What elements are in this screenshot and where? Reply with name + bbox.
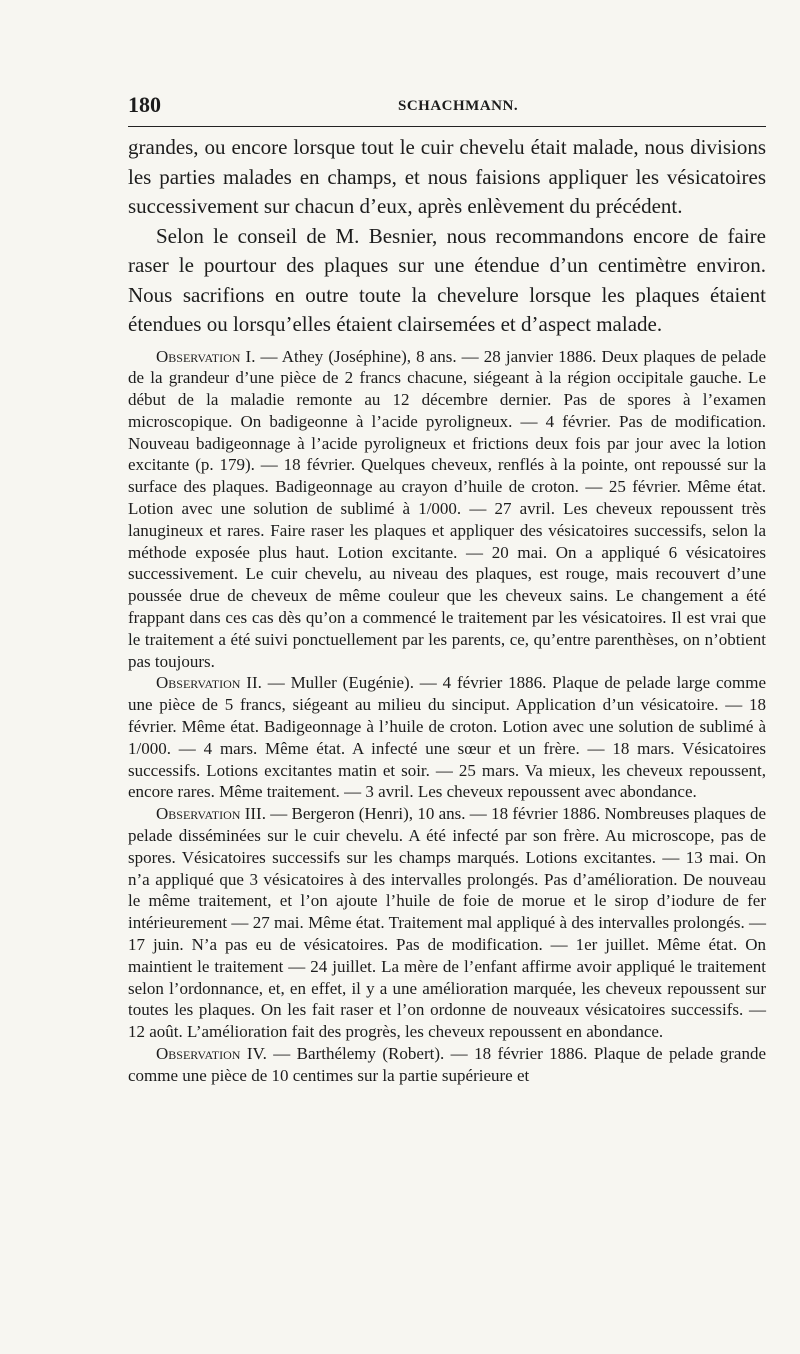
observation-1 xyxy=(128,346,766,673)
intro-text xyxy=(128,133,766,340)
observation-label: Observation I. xyxy=(156,346,256,366)
intro-paragraph-1: grandes, ou encore lorsque tout le cuir chevelu était malade, nous divisions les parties malades en champs, et nous faisions appliquer les vésicatoires successivement sur chacun d’eux, après enlèvement du précédent. xyxy=(128,135,766,218)
book-page xyxy=(128,92,766,1087)
observation-3 xyxy=(128,803,766,1043)
page-number: 180 xyxy=(128,92,161,117)
observation-label: Observation III. xyxy=(156,804,266,824)
observation-text: — Barthélemy (Robert). — 18 février 1886. Plaque de pelade grande comme une pièce de 10 centimes sur la partie supérieure et xyxy=(128,1044,767,1085)
observation-label: Observation II. xyxy=(156,673,262,693)
observation-text: — Bergeron (Henri), 10 ans. — 18 février 1886. Nombreuses plaques de pelade disséminées sur le cuir chevelu. A été infecté par son frère. Au microscope, pas de spores. Vésicatoires successifs sur les champs marqués. Lotions excitantes. — 13 mai. On n’a appliqué que 3 vésicatoires à des intervalles prolongés. Pas d’amélioration. De nouveau le même traitement, et l’on ajoute l’huile de foie de morue et le sirop d’iodure de fer intérieurement — 27 mai. Même état. Traitement mal appliqué à des intervalles prolongés. — 17 juin. N’a pas eu de vésicatoires. Pas de modification. — 1er juillet. Même état. On maintient le traitement — 24 juillet. La mère de l’enfant affirme avoir appliqué le traitement selon l’ordonnance, et, en effet, il y a une amélioration marquée, les cheveux repoussent sur toutes les plaques. On les fait raser et l’on ordonne de nouveaux vésicatoires successifs. — 12 août. L’amélioration fait des progrès, les cheveux repoussent en abondance. xyxy=(128,804,766,1042)
observation-label: Observation IV. xyxy=(156,1044,267,1063)
page-header xyxy=(128,92,766,127)
observation-text: — Muller (Eugénie). — 4 février 1886. Plaque de pelade large comme une pièce de 5 francs, siégeant au milieu du sinciput. Application d’un vésicatoire. — 18 février. Même état. Badigeonnage à l’huile de croton. Lotion avec une solution de sublimé à 1/000. — 4 mars. Même état. A infecté une sœur et un frère. — 18 mars. Vésicatoires successifs. Lotions excitantes matin et soir. — 25 mars. Va mieux, les cheveux repoussent, encore rares. Même traitement. — 3 avril. Les cheveux repoussent avec abondance. xyxy=(128,673,767,802)
observations-section xyxy=(128,346,766,1087)
observation-4 xyxy=(128,1043,766,1087)
intro-paragraph-2: Selon le conseil de M. Besnier, nous recommandons encore de faire raser le pourtour des plaques sur une étendue d’un centimètre environ. Nous sacrifions en outre toute la chevelure lorsque les plaques étaient étendues ou lorsqu’elles étaient clairsemées et d’aspect malade. xyxy=(128,223,766,336)
observation-2 xyxy=(128,672,766,803)
observation-text: — Athey (Joséphine), 8 ans. — 28 janvier 1886. Deux plaques de pelade de la grandeur d’une pièce de 2 francs chacune, siégeant à la région occipitale gauche. Le début de la maladie remonte au 12 décembre dernier. Pas de spores à l’examen microscopique. On badigeonne à l’acide pyroligneux. — 4 février. Pas de modification. Nouveau badigeonnage à l’acide pyroligneux et frictions deux fois par jour avec la lotion excitante (p. 179). — 18 février. Quelques cheveux, renflés à la pointe, ont repoussé sur la surface des plaques. Badigeonnage au crayon d’huile de croton. — 25 février. Même état. Lotion avec une solution de sublimé à 1/000. — 27 avril. Les cheveux repoussent très lanugineux et rares. Faire raser les plaques et appliquer des vésicatoires successifs, selon la méthode exposée plus haut. Lotion excitante. — 20 mai. On a appliqué 6 vésicatoires successivement. Le cuir chevelu, au niveau des plaques, est rouge, mais recouvert d’une poussée drue de cheveux de même couleur que les cheveux sains. Le changement a été frappant dans ces cas dès qu’on a commencé le traitement par les vésicatoires. Il est vrai que le traitement a été suivi ponctuellement par les parents, ce, qu’entre parenthèses, on n’obtient pas toujours. xyxy=(128,346,766,671)
running-head: SCHACHMANN. xyxy=(398,98,519,114)
